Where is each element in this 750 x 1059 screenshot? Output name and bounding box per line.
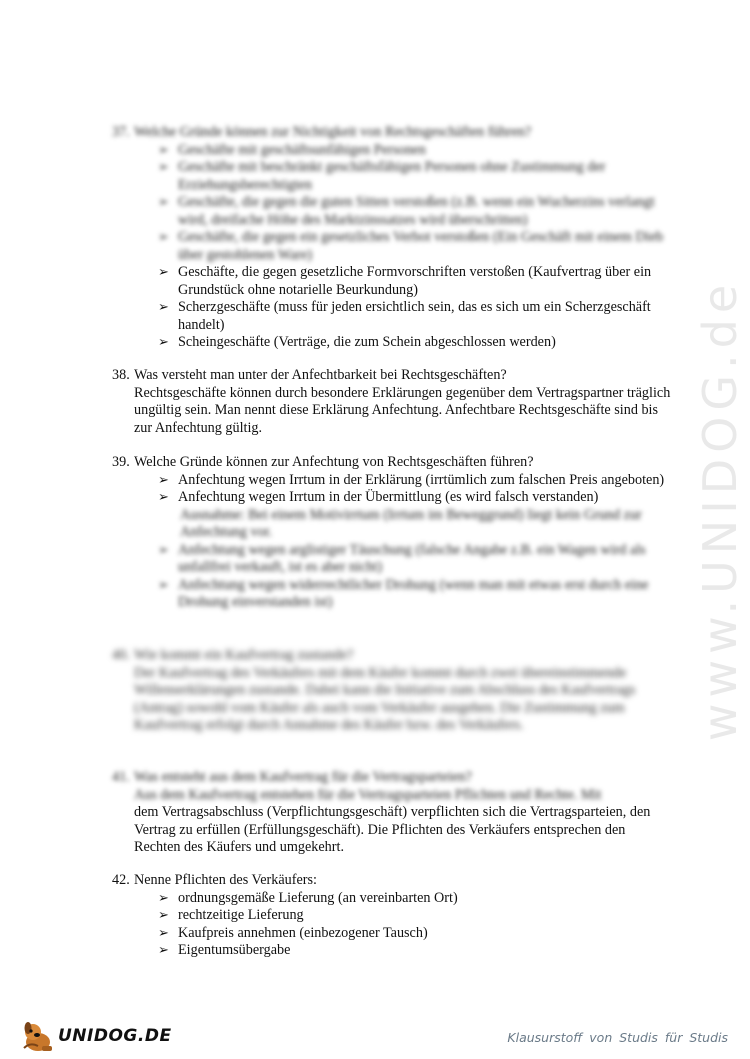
bullet-list: [112, 472, 672, 507]
answer-text: Der Kaufvertrag des Verkäufers mit dem Käufer kommt durch zwei übereinstimmende Willenserklärungen zustande. Dabei kann die Initiative zum Abschluss des Kaufvertrags (Antrag) sowohl vom Käufer als auch vom Verkäufer ausgehen. Die Zustimmung zum Kaufvertrag erfolgt durch Annahme des Käufer bzw. des Verkäufers.: [134, 664, 636, 733]
list-item: ➢ Geschäfte mit beschränkt geschäftsfähigen Personen ohne Zustimmung der Erziehungsberechtigten: [158, 159, 672, 194]
question-42: [112, 872, 672, 960]
question-title: 42. Nenne Pflichten des Verkäufers:: [112, 872, 317, 888]
footer-tagline: Klausurstoff von Studis für Studis: [507, 1030, 728, 1045]
list-item: ➢ Scherzgeschäfte (muss für jeden ersichtlich sein, das es sich um ein Scherzgeschäft handelt): [158, 299, 672, 334]
note-text: Ausnahme: Bei einem Motivirrtum (Irrtum im Beweggrund) liegt kein Grund zur Anfechtung vor.: [180, 506, 642, 540]
list-item: ➢ Anfechtung wegen widerrechtlicher Drohung (wenn man mit etwas erst durch eine Drohung einverstanden ist): [158, 577, 672, 612]
watermark-text: www.UNIDOG.de: [693, 278, 747, 742]
list-item: ➢ Kaufpreis annehmen (einbezogener Tausch): [158, 925, 672, 943]
list-item: ➢ rechtzeitige Lieferung: [158, 907, 672, 925]
brand-name: UNIDOG.DE: [58, 1026, 172, 1046]
question-40: [112, 647, 672, 735]
watermark: [690, 270, 750, 750]
list-item: ➢ Geschäfte, die gegen gesetzliche Formvorschriften verstoßen (Kaufvertrag über ein Grundstück ohne notarielle Beurkundung): [158, 264, 672, 299]
list-item: ➢ Geschäfte, die gegen ein gesetzliches Verbot verstoßen (Ein Geschäft mit einem Dieb über gestohlenen Ware): [158, 229, 672, 264]
list-item: ➢ Anfechtung wegen Irrtum in der Erklärung (irrtümlich zum falschen Preis angeboten): [158, 472, 672, 490]
list-item: ➢ Anfechtung wegen arglistiger Täuschung (falsche Angabe z.B. ein Wagen wird als unfallfrei verkauft, ist es aber nicht): [158, 542, 672, 577]
list-item: ➢ Scheingeschäfte (Verträge, die zum Schein abgeschlossen werden): [158, 334, 672, 352]
list-item: ➢ Geschäfte, die gegen die guten Sitten verstoßen (z.B. wenn ein Wucherzins verlangt wird, dreifache Höhe des Marktzinssatzes wird überschritten): [158, 194, 672, 229]
question-39: [112, 454, 672, 612]
question-title: 38. Was versteht man unter der Anfechtbarkeit bei Rechtsgeschäften?: [112, 367, 507, 383]
question-title: 37. Welche Gründe können zur Nichtigkeit von Rechtsgeschäften führen?: [112, 124, 532, 140]
list-item: ➢ Eigentumsübergabe: [158, 942, 672, 960]
answer-text-blurred: Aus dem Kaufvertrag entstehen für die Vertragsparteien Pflichten und Rechte. Mit: [134, 786, 602, 803]
list-item: ➢ Geschäfte mit geschäftsunfähigen Personen: [158, 142, 672, 160]
question-title: 40. Wie kommt ein Kaufvertrag zustande?: [112, 647, 354, 663]
dog-mascot-icon: [20, 1018, 56, 1054]
bullet-list: [112, 542, 672, 612]
list-item: ➢ Anfechtung wegen Irrtum in der Übermittlung (es wird falsch verstanden): [158, 489, 672, 507]
answer-text: Rechtsgeschäfte können durch besondere Erklärungen gegenüber dem Vertragspartner träglich ungültig sein. Man nennt diese Erklärung Anfechtung. Anfechtbare Rechtsgeschäfte sind bis zur Anfechtung gültig.: [134, 384, 671, 436]
answer-text: dem Vertragsabschluss (Verpflichtungsgeschäft) verpflichten sich die Vertragsparteien, den Vertrag zu erfüllen (Erfüllungsgeschäft). Die Pflichten des Verkäufers entsprechen den Rechten des Käufers und umgekehrt.: [134, 804, 651, 855]
question-title: 41. Was entsteht aus dem Kaufvertrag für die Vertragsparteien?: [112, 769, 472, 785]
unidog-logo[interactable]: [20, 1018, 172, 1054]
question-37: [112, 124, 672, 352]
bullet-list: [112, 890, 672, 960]
bullet-list: [112, 142, 672, 352]
question-title: 39. Welche Gründe können zur Anfechtung von Rechtsgeschäften führen?: [112, 454, 534, 470]
list-item: ➢ ordnungsgemäße Lieferung (an vereinbarten Ort): [158, 890, 672, 908]
question-38: [112, 367, 672, 437]
question-41: [112, 769, 672, 857]
